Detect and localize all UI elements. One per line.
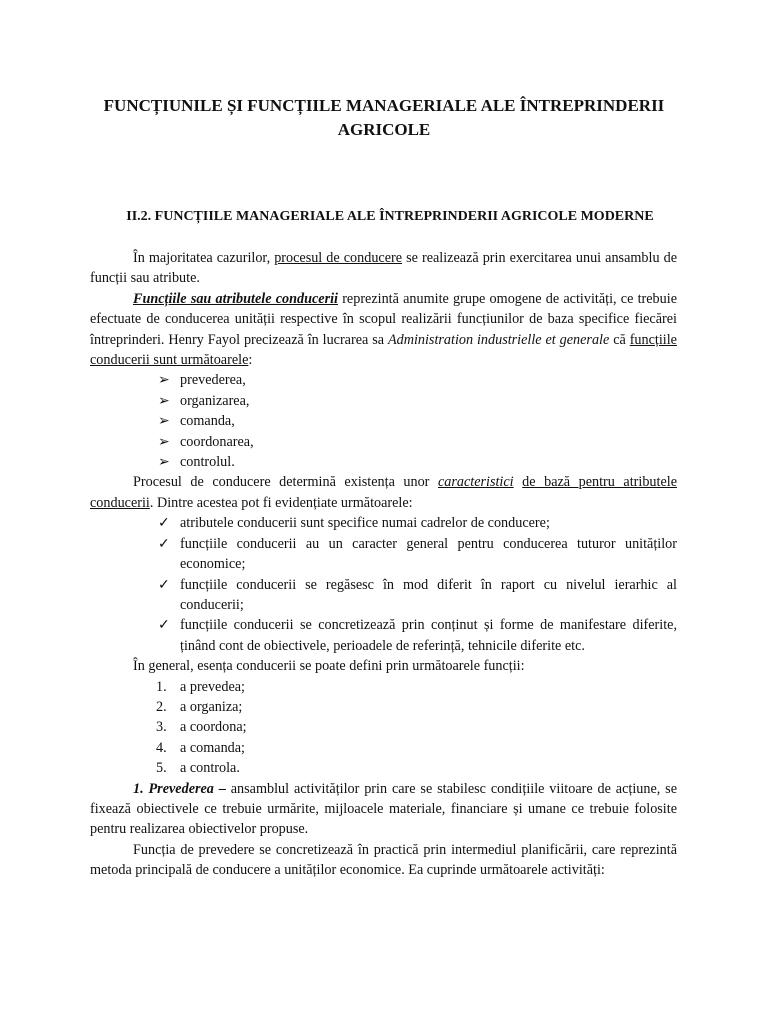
list-item-text: a comanda; xyxy=(180,739,245,756)
p2-underlined-phrase: funcțiile conducerii sunt următoarele xyxy=(90,331,677,369)
list-item-text: prevederea, xyxy=(180,372,246,389)
p1-text-b: se realizează prin exercitarea unui ansamblu de funcții sau atribute. xyxy=(90,250,677,287)
p5-dash: – xyxy=(213,780,226,797)
title-line-1: FUNCȚIUNILE ȘI FUNCȚIILE MANAGERIALE ALE ÎNTREPRINDERII xyxy=(103,96,665,115)
arrow-bullet-icon: ➢ xyxy=(158,413,170,430)
list-item xyxy=(90,534,677,575)
checkmark-bullet-icon: ✓ xyxy=(158,617,170,634)
list-item xyxy=(90,432,677,452)
list-item-text: funcțiile conducerii se concretizează prin conținut și forme de manifestare diferite, ținând cont de obiectivele, perioadele de referință, tehnicile diferite etc. xyxy=(180,617,677,654)
p2-italic-work-title: Administration industrielle et generale xyxy=(387,331,610,348)
list-number: 5. xyxy=(156,760,167,777)
checkmark-bullet-icon: ✓ xyxy=(158,576,170,593)
p1-text-a: În majoritatea cazurilor, xyxy=(133,250,275,266)
p2-bold-term: Funcțiile sau atributele conducerii xyxy=(133,290,338,307)
list-item xyxy=(90,411,677,431)
document-title xyxy=(60,94,708,142)
list-item xyxy=(90,738,677,758)
list-item-text: organizarea, xyxy=(180,392,250,409)
list-item xyxy=(90,758,677,778)
list-item xyxy=(90,391,677,411)
p3-text-b xyxy=(514,474,523,490)
list-item xyxy=(90,513,677,533)
list-item xyxy=(90,615,677,656)
title-line-2: AGRICOLE xyxy=(337,120,431,139)
p3-text-a: Procesul de conducere determină existența unor xyxy=(133,474,438,491)
list-item-text: funcțiile conducerii au un caracter general pentru conducerea tuturor unităților economice; xyxy=(180,535,677,573)
arrow-bullet-icon: ➢ xyxy=(158,372,170,389)
list-item xyxy=(90,575,677,616)
list-item-text: coordonarea, xyxy=(180,433,254,450)
p2-text-a: reprezintă anumite grupe omogene de activități, ce trebuie efectuate de conducerea unității respective în scopul realizării funcțiunilor de baza specifice fiecărei întreprinderi. Henry Fayol precizează în lucrarea sa xyxy=(90,290,677,348)
section-title: II.2. FUNCȚIILE MANAGERIALE ALE ÎNTREPRINDERII AGRICOLE MODERNE xyxy=(126,209,654,224)
p3-underlined-phrase: de bază pentru atributele conducerii xyxy=(90,474,677,511)
list-item-text: atributele conducerii sunt specifice numai cadrelor de conducere; xyxy=(180,515,550,532)
list-item-text: a prevedea; xyxy=(180,678,245,695)
list-item-text: a coordona; xyxy=(180,719,247,736)
p5-bold-heading: 1. Prevederea xyxy=(133,780,214,797)
list-item-text: a organiza; xyxy=(180,698,243,715)
paragraph-characteristics xyxy=(90,472,677,513)
paragraph-planning: Funcția de prevedere se concretizează în practică prin intermediul planificării, care reprezintă metoda principală de conducere a unităților economice. Ea cuprinde următoarele activități: xyxy=(90,841,677,879)
list-item xyxy=(90,677,677,697)
list-item-text: a controla. xyxy=(180,760,240,777)
p3-text-c: . Dintre acestea pot fi evidențiate următoarele: xyxy=(149,494,413,511)
arrow-bullet-icon: ➢ xyxy=(158,433,170,450)
arrow-bullet-icon: ➢ xyxy=(158,454,170,471)
list-number: 3. xyxy=(156,719,167,736)
p3-italic-term: caracteristici xyxy=(437,474,514,491)
arrow-bullet-icon: ➢ xyxy=(158,392,170,409)
paragraph-prevederea xyxy=(90,779,677,840)
paragraph-essence: În general, esența conducerii se poate defini prin următoarele funcții: xyxy=(133,658,525,675)
paragraph-intro xyxy=(90,248,677,289)
list-number: 1. xyxy=(156,678,167,695)
list-item xyxy=(90,697,677,717)
list-number: 4. xyxy=(156,739,167,756)
management-functions-list xyxy=(90,677,677,779)
p2-text-c: : xyxy=(248,352,253,369)
p1-underlined-term: procesul de conducere xyxy=(274,250,403,266)
p2-text-b: că xyxy=(609,331,630,348)
document-body xyxy=(90,248,677,881)
list-item xyxy=(90,370,677,390)
checkmark-bullet-icon: ✓ xyxy=(158,535,170,552)
list-item-text: controlul. xyxy=(180,454,235,471)
list-item-text: funcțiile conducerii se regăsesc în mod diferit în raport cu nivelul ierarhic al conducerii; xyxy=(180,576,677,613)
list-item xyxy=(90,717,677,737)
list-item-text: comanda, xyxy=(180,413,235,430)
p5-text: ansamblul activităților prin care se stabilesc condițiile viitoare de acțiune, se fixează obiectivele ce trebuie urmărite, mijloacele materiale, financiare și umane ce trebuie folosite pentru realizarea obiectivelor propuse. xyxy=(90,780,677,838)
list-item xyxy=(90,452,677,472)
list-number: 2. xyxy=(156,698,167,715)
paragraph-functions-definition xyxy=(90,289,677,371)
checkmark-bullet-icon: ✓ xyxy=(158,515,170,532)
fayol-functions-list xyxy=(90,370,677,472)
characteristics-list xyxy=(90,513,677,656)
